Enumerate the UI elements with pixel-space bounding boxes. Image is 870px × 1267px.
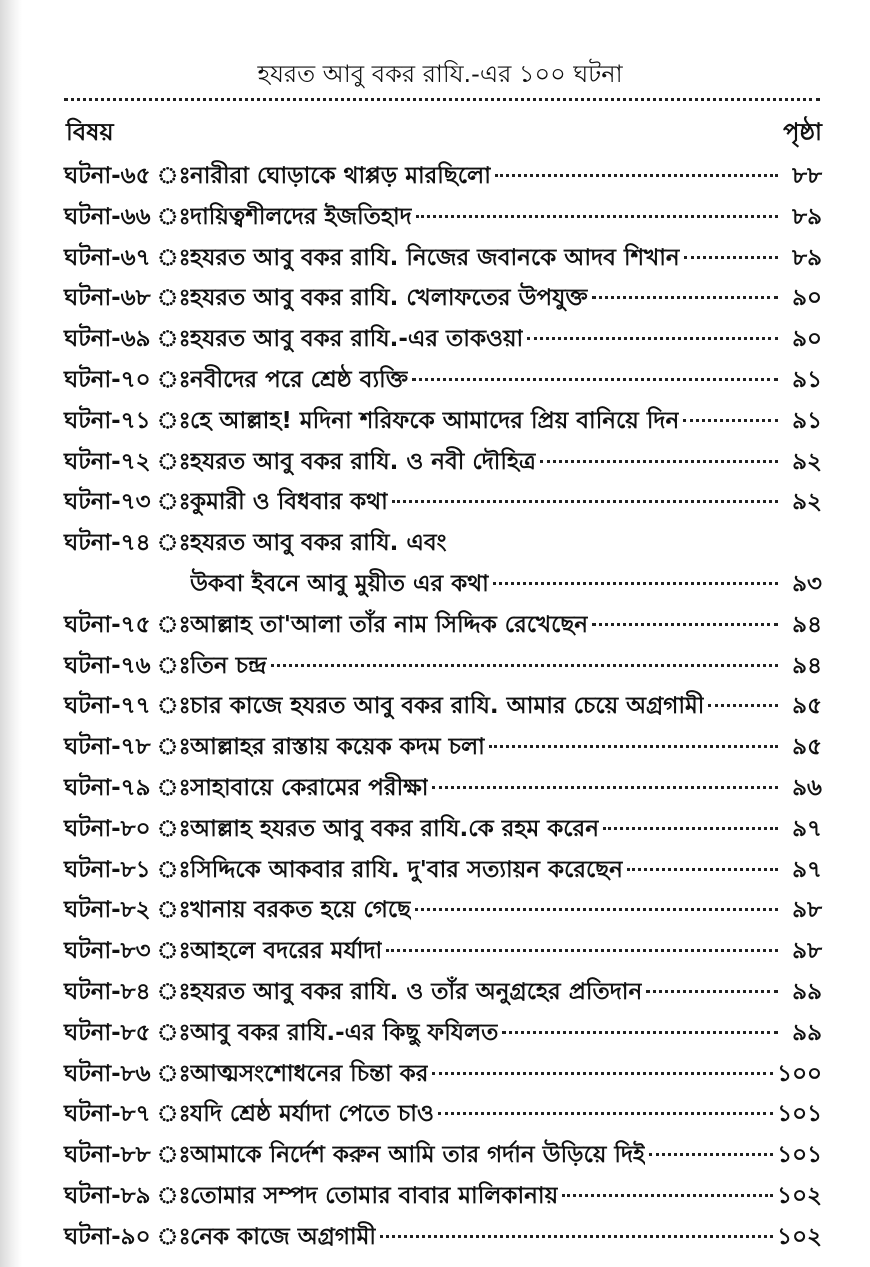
entry-title: হযরত আবু বকর রাযি. এবং <box>190 530 447 557</box>
dot-leader <box>540 460 778 463</box>
toc-entry <box>64 523 822 564</box>
entry-title: হযরত আবু বকর রাযি. ও তাঁর অনুগ্রহের প্রতিদান <box>190 978 643 1005</box>
entry-number: ঘটনা-৯০ ঃ <box>64 1223 191 1250</box>
entry-title: আত্মসংশোধনের চিন্তা কর <box>190 1060 429 1087</box>
entry-page-number: ৯৮ <box>792 897 822 924</box>
entry-page-number: ৮৯ <box>792 203 822 230</box>
column-heading-page: পৃষ্ঠা <box>783 118 822 146</box>
toc-entry <box>64 605 822 646</box>
entry-page-number: ১০২ <box>777 1223 822 1250</box>
dot-leader <box>392 500 778 503</box>
dot-leader <box>416 215 778 218</box>
entry-page-number: ১০০ <box>777 1060 822 1087</box>
entry-title: চার কাজে হযরত আবু বকর রাযি. আমার চেয়ে অগ্রগামী <box>190 693 705 720</box>
page-edge-shadow <box>0 0 22 1267</box>
entry-number: ঘটনা-৭৫ ঃ <box>64 611 191 638</box>
toc-entry <box>64 319 822 360</box>
entry-number: ঘটনা-৬৭ ঃ <box>64 244 191 271</box>
entry-title: যদি শ্রেষ্ঠ মর্যাদা পেতে চাও <box>190 1101 434 1128</box>
entry-number: ঘটনা-৮৯ ঃ <box>64 1182 191 1209</box>
dot-leader <box>493 582 778 585</box>
dot-leader <box>603 827 778 830</box>
entry-number: ঘটনা-৭৮ ঃ <box>64 734 191 761</box>
toc-entry <box>64 686 822 727</box>
entry-number: ঘটনা-৮১ ঃ <box>64 856 191 883</box>
entry-title: সাহাবায়ে কেরামের পরীক্ষা <box>190 774 429 801</box>
dot-leader <box>432 1072 773 1075</box>
dot-leader <box>562 1194 773 1197</box>
toc-entry <box>64 931 822 972</box>
entry-number: ঘটনা-৮৪ ঃ <box>64 978 191 1005</box>
toc-entry <box>64 238 822 279</box>
running-header: হযরত আবু বকর রাযি.-এর ১০০ ঘটনা <box>257 60 623 88</box>
entry-number: ঘটনা-৬৮ ঃ <box>64 285 191 312</box>
dot-leader <box>412 378 778 381</box>
entry-page-number: ৯৫ <box>792 734 822 761</box>
entry-number: ঘটনা-৭৯ ঃ <box>64 774 191 801</box>
entry-number: ঘটনা-৮৭ ঃ <box>64 1101 191 1128</box>
entry-title: নারীরা ঘোড়াকে থাপ্পড় মারছিলো <box>190 163 491 189</box>
entry-title: হযরত আবু বকর রাযি. নিজের জবানকে আদব শিখান <box>190 244 680 271</box>
entry-title: নবীদের পরে শ্রেষ্ঠ ব্যক্তি <box>190 366 409 393</box>
entry-number: ঘটনা-৭৪ ঃ <box>64 530 191 557</box>
toc-entry <box>64 1054 822 1095</box>
entry-title: তোমার সম্পদ তোমার বাবার মালিকানায় <box>190 1182 559 1209</box>
entry-page-number: ৯৪ <box>792 652 822 679</box>
toc-entry <box>64 1217 822 1258</box>
entry-page-number: ৯৯ <box>792 978 822 1005</box>
header-dotted-rule <box>64 98 820 101</box>
toc-entry <box>64 360 822 401</box>
entry-number: ঘটনা-৭১ ঃ <box>64 407 191 434</box>
dot-leader <box>646 990 778 993</box>
entry-number: ঘটনা-৬৯ ঃ <box>64 326 191 353</box>
entry-title: আবু বকর রাযি.-এর কিছু ফযিলত <box>190 1019 499 1046</box>
entry-title: সিদ্দিকে আকবার রাযি. দু'বার সত্যায়ন করেছেন <box>190 856 623 883</box>
entry-number: ঘটনা-৮৫ ঃ <box>64 1019 191 1046</box>
dot-leader <box>271 664 778 667</box>
entry-title: আল্লাহ হযরত আবু বকর রাযি.কে রহম করেন <box>190 815 599 842</box>
toc-entry <box>64 727 822 768</box>
entry-title: হে আল্লাহ! মদিনা শরিফকে আমাদের প্রিয় বানিয়ে দিন <box>190 407 680 434</box>
entry-page-number: ৯১ <box>792 407 822 434</box>
toc-entry <box>64 809 822 850</box>
toc-entry <box>64 1135 822 1176</box>
entry-page-number: ৯৫ <box>792 693 822 720</box>
dot-leader <box>495 174 778 177</box>
entry-title: হযরত আবু বকর রাযি. খেলাফতের উপযুক্ত <box>190 285 588 312</box>
entry-number: ঘটনা-৮৬ ঃ <box>64 1060 191 1087</box>
entry-page-number: ৯১ <box>792 366 822 393</box>
entry-title: আমাকে নির্দেশ করুন আমি তার গর্দান উড়িয়ে দিই <box>190 1142 646 1169</box>
entry-title: আল্লাহর রাস্তায় কয়েক কদম চলা <box>190 734 485 761</box>
toc-entry <box>64 768 822 809</box>
dot-leader <box>683 419 778 422</box>
entry-number: ঘটনা-৭০ ঃ <box>64 366 191 393</box>
entry-page-number: ৯৬ <box>792 774 822 801</box>
entry-page-number: ৯৭ <box>792 856 822 883</box>
toc-entry <box>64 1013 822 1054</box>
dot-leader <box>708 704 778 707</box>
dot-leader <box>432 786 778 789</box>
entry-number: ঘটনা-৭৬ ঃ <box>64 652 191 679</box>
dot-leader <box>592 296 778 299</box>
toc-entry <box>64 278 822 319</box>
dot-leader <box>415 908 778 911</box>
entry-page-number: ৯৪ <box>792 611 822 638</box>
entry-page-number: ৯০ <box>792 326 822 353</box>
entry-title: নেক কাজে অগ্রগামী <box>190 1223 376 1250</box>
toc-entry <box>64 442 822 483</box>
toc-entry <box>64 1094 822 1135</box>
dot-leader <box>649 1153 773 1156</box>
entry-page-number: ৯৯ <box>792 1019 822 1046</box>
dot-leader <box>502 1031 778 1034</box>
toc-entry <box>64 1176 822 1217</box>
dot-leader <box>489 745 778 748</box>
entry-number: ঘটনা-৭৭ ঃ <box>64 693 191 720</box>
entry-title: উকবা ইবনে আবু মুয়ীত এর কথা <box>190 570 489 597</box>
dot-leader <box>592 623 778 626</box>
entry-number: ঘটনা-৮২ ঃ <box>64 897 191 924</box>
entry-page-number: ৯৮ <box>792 938 822 965</box>
entry-title: আহলে বদরের মর্যাদা <box>190 938 383 965</box>
dot-leader <box>627 868 778 871</box>
dot-leader <box>386 949 778 952</box>
toc-entry <box>64 564 822 605</box>
entry-number: ঘটনা-৮৩ ঃ <box>64 938 191 965</box>
column-heading-subject: বিষয় <box>66 118 114 146</box>
entry-page-number: ৯২ <box>792 448 822 475</box>
toc-entry <box>64 972 822 1013</box>
entry-page-number: ৮৯ <box>792 244 822 271</box>
entry-page-number: ৯২ <box>792 489 822 516</box>
dot-leader <box>527 337 778 340</box>
entry-number: ঘটনা-৮০ ঃ <box>64 815 191 842</box>
dot-leader <box>438 1112 773 1115</box>
entry-title: তিন চন্দ্র <box>190 652 267 679</box>
entry-page-number: ৯৩ <box>792 570 822 597</box>
entry-number: ঘটনা-৬৫ ঃ <box>64 163 191 189</box>
toc-entry <box>64 890 822 931</box>
entry-page-number: ৯৭ <box>792 815 822 842</box>
toc-entry <box>64 401 822 442</box>
dot-leader <box>380 1235 773 1238</box>
toc-entry <box>64 482 822 523</box>
entry-page-number: ৯০ <box>792 285 822 312</box>
entry-page-number: ৮৮ <box>792 163 822 189</box>
entry-page-number: ১০১ <box>777 1142 822 1169</box>
toc-entry <box>64 850 822 891</box>
entry-title: খানায় বরকত হয়ে গেছে <box>190 897 412 924</box>
entry-title: হযরত আবু বকর রাযি.-এর তাকওয়া <box>190 326 524 353</box>
entry-page-number: ১০১ <box>777 1101 822 1128</box>
entry-number: ঘটনা-৭৩ ঃ <box>64 489 191 516</box>
entry-number: ঘটনা-৭২ ঃ <box>64 448 191 475</box>
table-of-contents <box>64 156 822 1258</box>
toc-entry <box>64 156 822 197</box>
entry-title: কুমারী ও বিধবার কথা <box>190 489 388 516</box>
entry-number: ঘটনা-৬৬ ঃ <box>64 203 191 230</box>
entry-page-number: ১০২ <box>777 1182 822 1209</box>
entry-title: হযরত আবু বকর রাযি. ও নবী দৌহিত্র <box>190 448 536 475</box>
toc-entry <box>64 197 822 238</box>
entry-title: আল্লাহ তা'আলা তাঁর নাম সিদ্দিক রেখেছেন <box>190 611 589 638</box>
dot-leader <box>684 256 778 259</box>
entry-number: ঘটনা-৮৮ ঃ <box>64 1142 191 1169</box>
toc-entry <box>64 646 822 687</box>
entry-title: দায়িত্বশীলদের ইজতিহাদ <box>190 203 412 230</box>
